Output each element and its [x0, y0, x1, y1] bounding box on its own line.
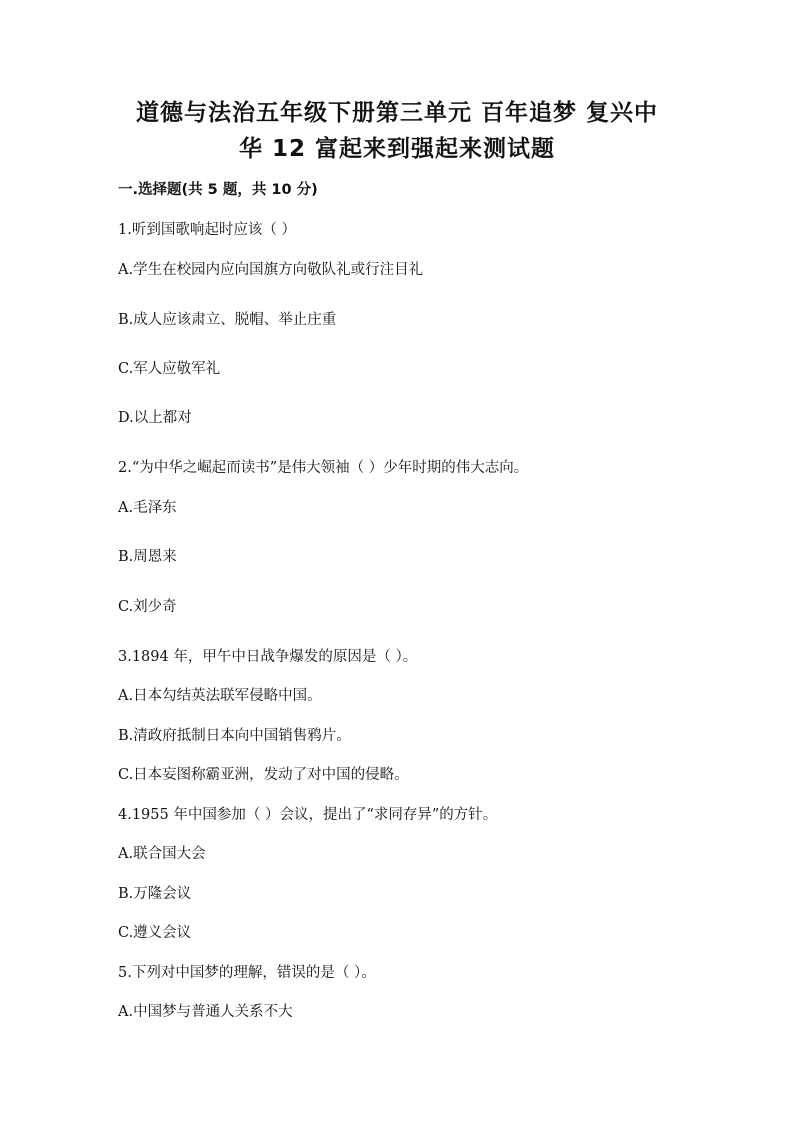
question-3-option-a: A.日本勾结英法联军侵略中国。 — [118, 688, 322, 704]
question-2-stem: 2.“为中华之崛起而读书”是伟大领袖（ ）少年时期的伟大志向。 — [118, 460, 529, 476]
question-1-option-a: A.学生在校园内应向国旗方向敬队礼或行注目礼 — [118, 262, 424, 278]
question-1-stem: 1.听到国歌响起时应该（ ） — [118, 222, 296, 238]
question-4-option-b: B.万隆会议 — [118, 886, 192, 902]
question-4-stem: 4.1955 年中国参加（ ）会议，提出了“求同存异”的方针。 — [118, 807, 498, 823]
question-3-option-b: B.清政府抵制日本向中国销售鸦片。 — [118, 728, 351, 744]
question-5-option-a: A.中国梦与普通人关系不大 — [118, 1004, 293, 1020]
question-1-option-d: D.以上都对 — [118, 410, 192, 426]
question-4-option-c: C.遵义会议 — [118, 925, 192, 941]
question-3-option-c: C.日本妄图称霸亚洲，发动了对中国的侵略。 — [118, 767, 409, 783]
question-2-option-c: C.刘少奇 — [118, 599, 177, 615]
question-5-stem: 5.下列对中国梦的理解，错误的是（ ）。 — [118, 965, 376, 981]
section-heading: 一.选择题(共 5 题，共 10 分) — [118, 182, 318, 198]
page-title-line-1: 道德与法治五年级下册第三单元 百年追梦 复兴中 — [135, 100, 658, 126]
page-title-line-2: 华 12 富起来到强起来测试题 — [238, 136, 556, 162]
question-1-option-b: B.成人应该肃立、脱帽、举止庄重 — [118, 312, 337, 328]
question-3-stem: 3.1894 年，甲午中日战争爆发的原因是（ ）。 — [118, 649, 418, 665]
question-2-option-a: A.毛泽东 — [118, 500, 177, 516]
question-4-option-a: A.联合国大会 — [118, 846, 206, 862]
question-1-option-c: C.军人应敬军礼 — [118, 361, 221, 377]
question-2-option-b: B.周恩来 — [118, 549, 177, 565]
